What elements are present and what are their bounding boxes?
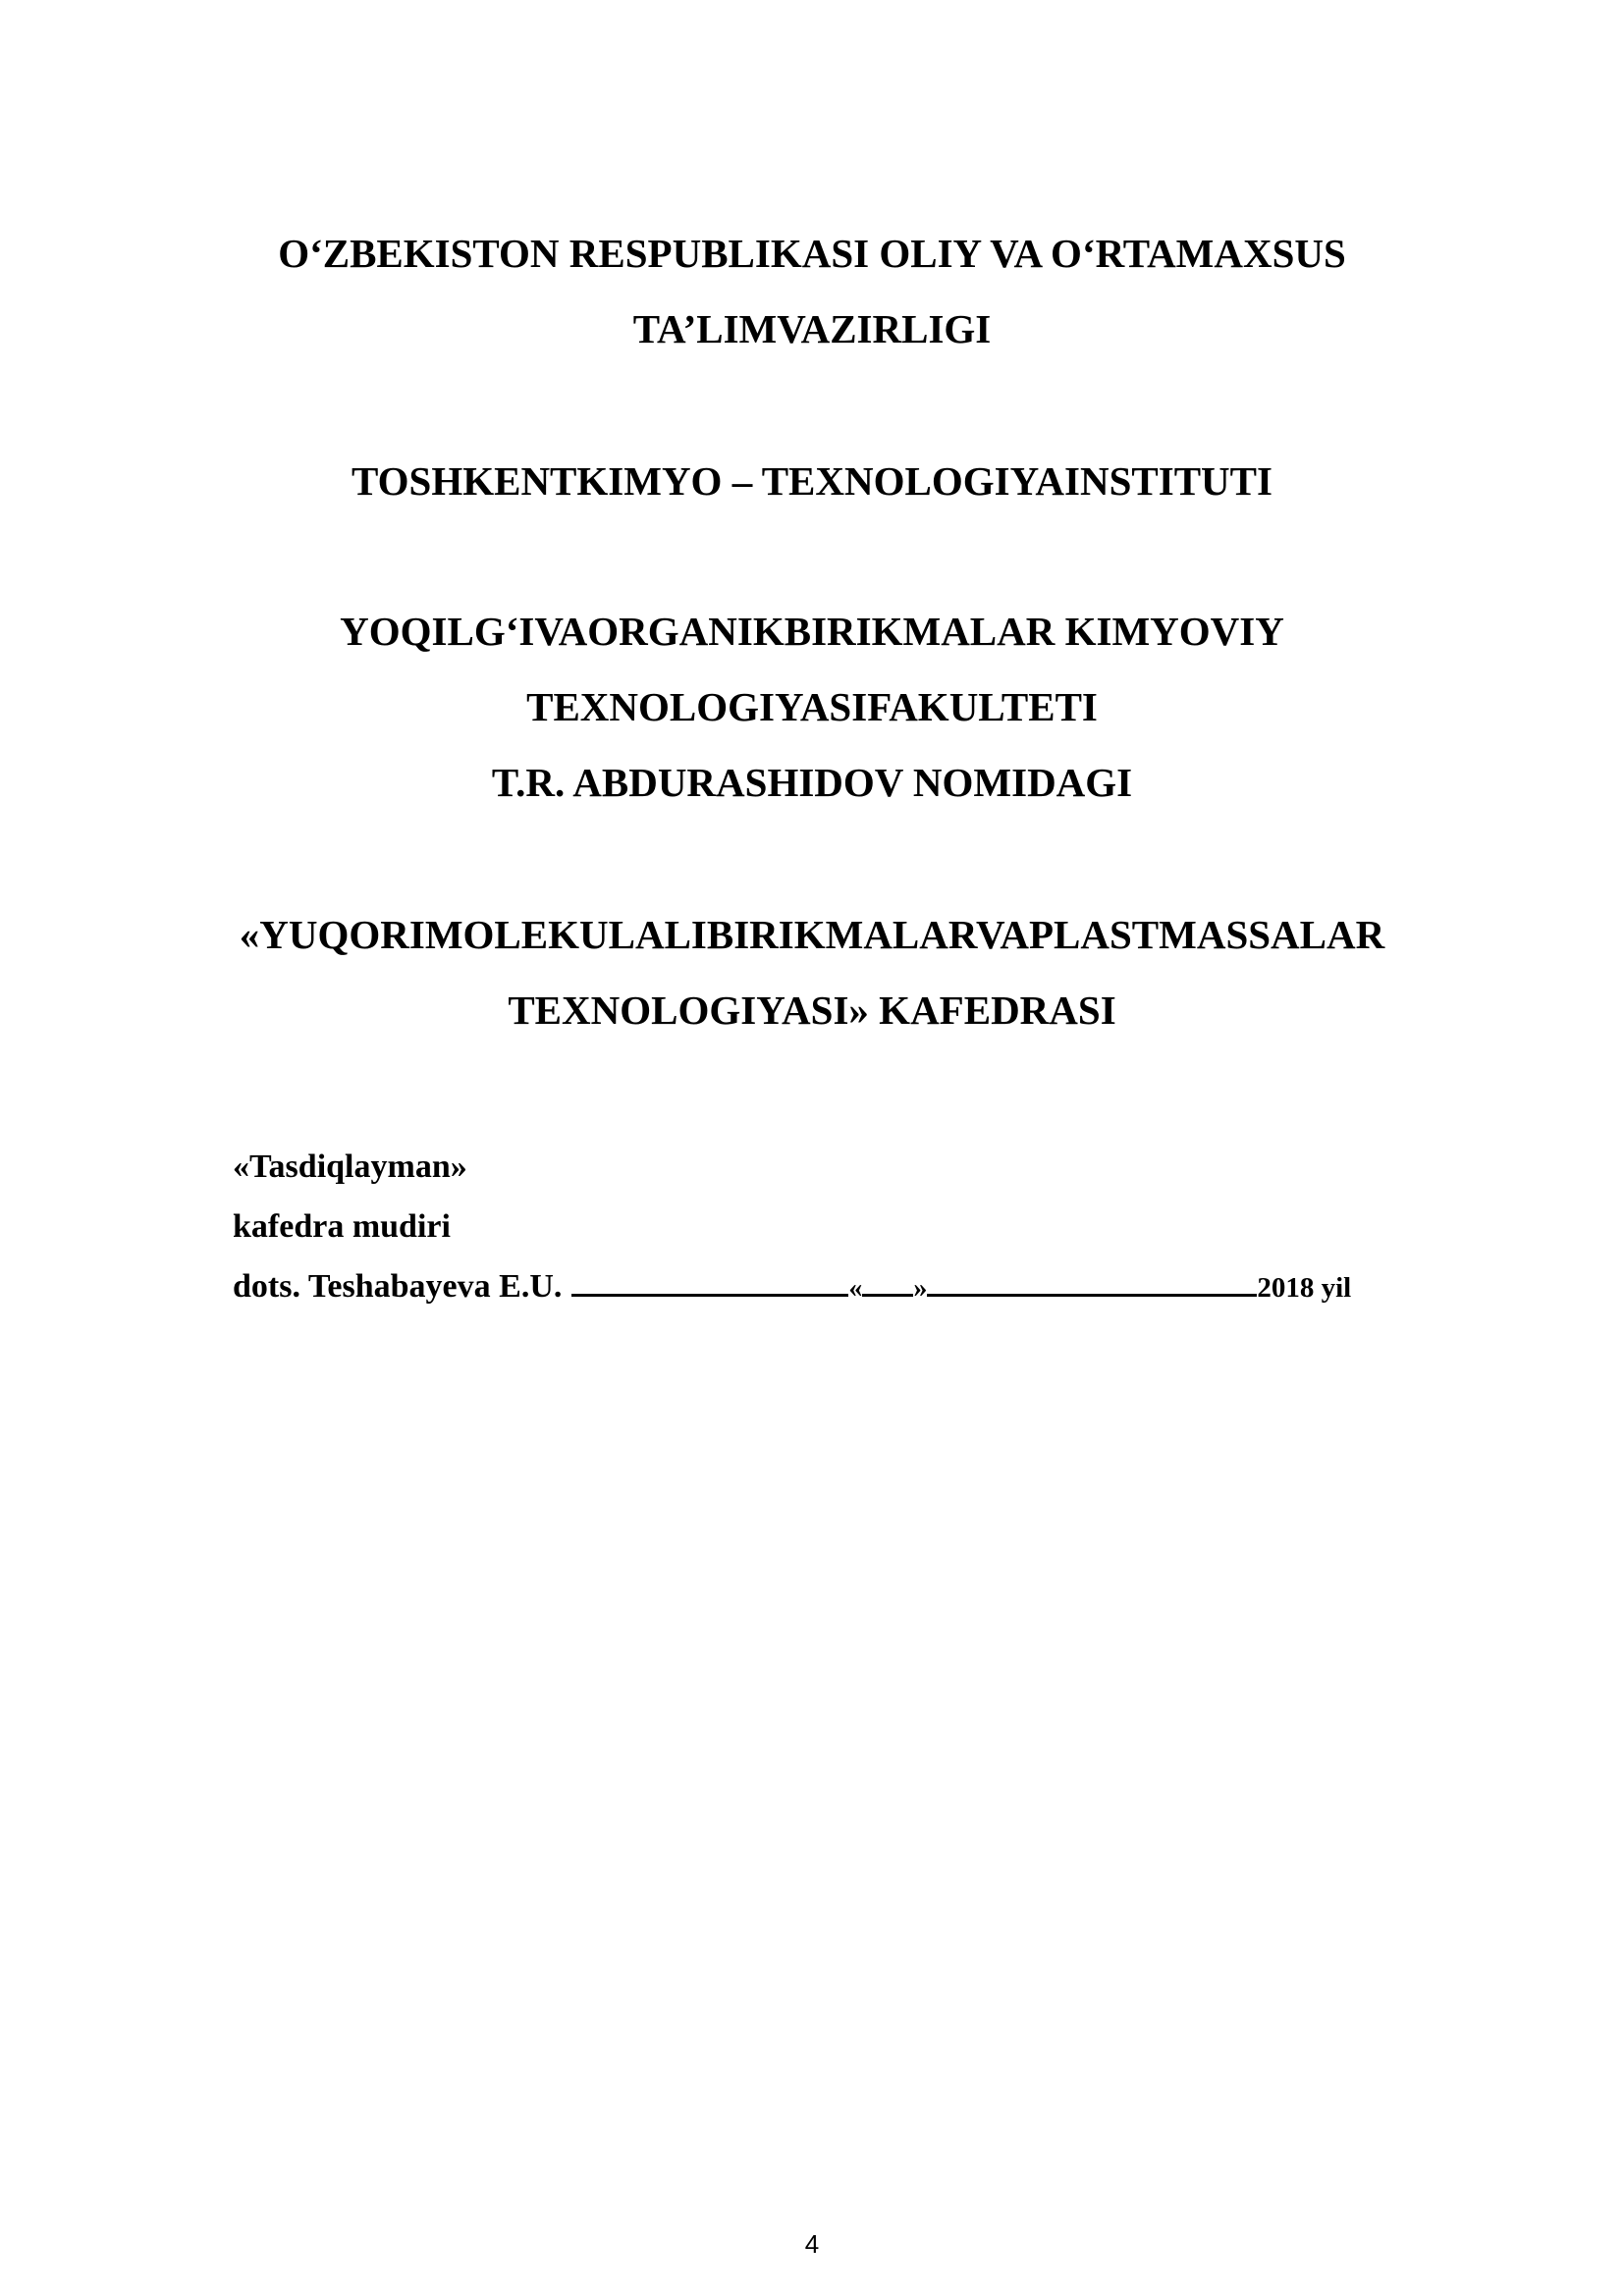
approval-title: «Tasdiqlayman» [233, 1148, 467, 1185]
ministry-line-2: TA’LIMVAZIRLIGI [632, 306, 992, 351]
institute-name: TOSHKENTKIMYO – TEXNOLOGIYAINSTITUTI [352, 458, 1272, 504]
date-open-quote: « [848, 1273, 863, 1304]
department-line-2: TEXNOLOGIYASI» KAFEDRASI [508, 988, 1116, 1033]
approval-year: 2018 yil [1257, 1272, 1352, 1304]
month-blank[interactable] [927, 1266, 1257, 1297]
faculty-line-1: YOQILG‘IVAORGANIKBIRIKMALAR KIMYOVIY [340, 609, 1284, 654]
day-blank[interactable] [862, 1266, 913, 1297]
ministry-line-1: O‘ZBEKISTON RESPUBLIKASI OLIY VA O‘RTAMAXSUS [278, 231, 1346, 276]
signature-line [233, 1266, 1351, 1306]
faculty-line-2: TEXNOLOGIYASIFAKULTETI [526, 684, 1098, 729]
faculty-line-3: T.R. ABDURASHIDOV NOMIDAGI [491, 760, 1133, 805]
signature-blank[interactable] [571, 1266, 848, 1297]
date-close-quote: » [913, 1273, 928, 1304]
page-number: 4 [804, 2229, 820, 2259]
department-line-1: «YUQORIMOLEKULALIBIRIKMALARVAPLASTMASSALAR [239, 912, 1385, 957]
signatory-name: dots. Teshabayeva E.U. [233, 1268, 563, 1305]
approval-position: kafedra mudiri [233, 1208, 451, 1245]
